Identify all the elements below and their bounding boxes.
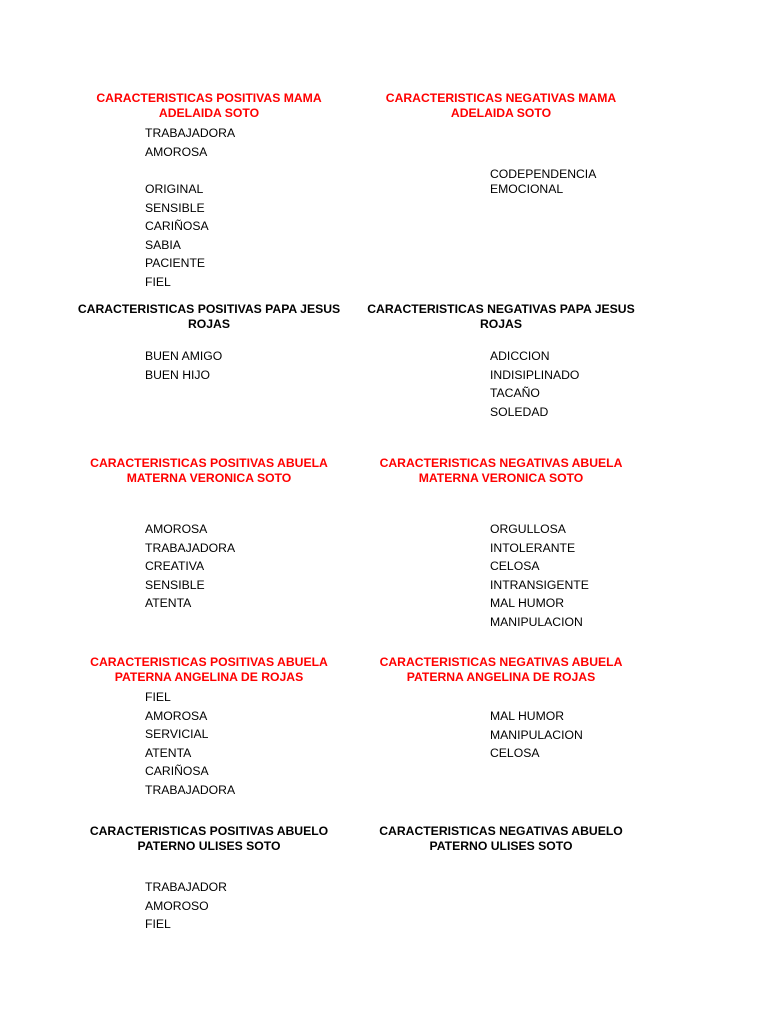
abuelo-paterno-positive-header: CARACTERISTICAS POSITIVAS ABUELO PATERNO ULISES SOTO (89, 824, 329, 853)
mama-positive-header: CARACTERISTICAS POSITIVAS MAMA ADELAIDA SOTO (96, 91, 322, 120)
list-item: TRABAJADOR (145, 880, 227, 894)
abuela-materna-positive-header: CARACTERISTICAS POSITIVAS ABUELA MATERNA VERONICA SOTO (90, 456, 328, 485)
abuela-paterna-positive-header: CARACTERISTICAS POSITIVAS ABUELA PATERNA ANGELINA DE ROJAS (90, 655, 328, 684)
list-item: CELOSA (490, 746, 540, 761)
list-item: CARIÑOSA (145, 219, 209, 234)
list-item: TRABAJADORA (145, 782, 236, 797)
list-item: AMOROSA (145, 144, 208, 159)
list-item: TACAÑO (490, 386, 540, 401)
mama-negative-header: CARACTERISTICAS NEGATIVAS MAMA ADELAIDA SOTO (385, 91, 617, 120)
list-item: FIEL (145, 274, 171, 289)
list-item: SOLEDAD (490, 404, 549, 419)
mama-positive-list-cont (145, 180, 209, 292)
list-item: ATENTA (145, 596, 192, 611)
list-item: ORGULLOSA (490, 522, 566, 536)
list-item: ADICCION (490, 349, 550, 363)
list-item: INTRANSIGENTE (490, 577, 589, 592)
list-item: BUEN HIJO (145, 367, 211, 382)
papa-negative-header: CARACTERISTICAS NEGATIVAS PAPA JESUS ROJAS (367, 302, 635, 331)
list-item: SENSIBLE (145, 577, 205, 592)
list-item: CARIÑOSA (145, 764, 209, 779)
papa-negative-list (490, 347, 579, 421)
list-item: BUEN AMIGO (145, 349, 223, 363)
abuela-paterna-positive-list (145, 688, 235, 800)
list-item: EMOCIONAL (490, 182, 564, 196)
abuela-materna-positive-list (145, 520, 235, 613)
abuela-materna-negative-list (490, 520, 589, 632)
abuela-paterna-negative-list (490, 707, 583, 763)
list-item: FIEL (145, 690, 171, 704)
list-item: TRABAJADORA (145, 540, 236, 555)
list-item: AMOROSO (145, 898, 209, 913)
list-item: SERVICIAL (145, 727, 209, 742)
list-item: PACIENTE (145, 256, 206, 271)
list-item: MAL HUMOR (490, 596, 565, 611)
list-item: ATENTA (145, 745, 192, 760)
list-item: SENSIBLE (145, 200, 205, 215)
list-item: CELOSA (490, 559, 540, 574)
abuela-paterna-negative-header: CARACTERISTICAS NEGATIVAS ABUELA PATERNA ANGELINA DE ROJAS (379, 655, 623, 684)
list-item: ORIGINAL (145, 182, 204, 196)
abuelo-paterno-negative-header: CARACTERISTICAS NEGATIVAS ABUELO PATERNO ULISES SOTO (379, 824, 623, 853)
list-item: CODEPENDENCIA (490, 167, 597, 181)
list-item: MANIPULACION (490, 614, 583, 629)
list-item: SABIA (145, 237, 181, 252)
list-item: MANIPULACION (490, 727, 583, 742)
list-item: INDISIPLINADO (490, 367, 580, 382)
abuela-materna-negative-header: CARACTERISTICAS NEGATIVAS ABUELA MATERNA VERONICA SOTO (379, 456, 623, 485)
papa-positive-list (145, 347, 222, 384)
list-item: AMOROSA (145, 522, 208, 536)
abuelo-paterno-positive-list (145, 878, 227, 934)
list-item: MAL HUMOR (490, 709, 565, 723)
list-item: AMOROSA (145, 708, 208, 723)
list-item: INTOLERANTE (490, 540, 576, 555)
list-item: TRABAJADORA (145, 126, 236, 140)
papa-positive-header: CARACTERISTICAS POSITIVAS PAPA JESUS ROJAS (77, 302, 341, 331)
mama-positive-list (145, 124, 235, 161)
mama-negative-list (490, 167, 596, 197)
list-item: FIEL (145, 917, 171, 932)
list-item: CREATIVA (145, 559, 205, 574)
